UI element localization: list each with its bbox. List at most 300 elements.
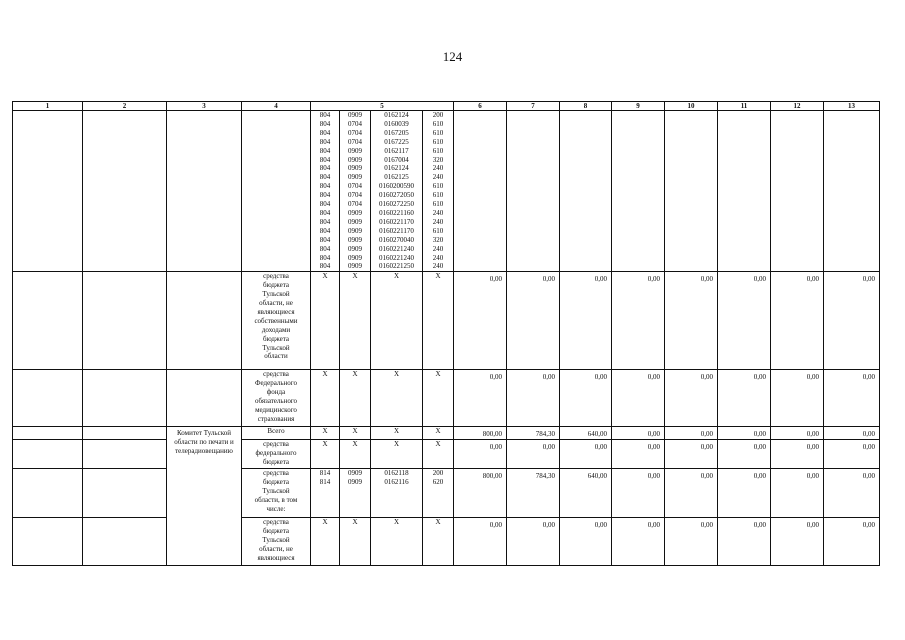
code-list-vr bbox=[423, 111, 454, 272]
text-line: 610 bbox=[432, 146, 444, 155]
text-line: X bbox=[352, 272, 358, 281]
col3-cell bbox=[167, 111, 242, 272]
code-lines bbox=[371, 272, 422, 281]
code-cell bbox=[311, 427, 340, 440]
text-line: 610 bbox=[432, 182, 444, 191]
code-lines bbox=[423, 518, 453, 527]
amount-cell: 0,00 bbox=[771, 440, 824, 469]
text-line: 0909 bbox=[348, 146, 362, 155]
text-line: бюджета bbox=[262, 334, 290, 343]
text-line: 804 bbox=[319, 200, 331, 209]
code-cell bbox=[340, 272, 371, 370]
amount-cell: 0,00 bbox=[665, 440, 718, 469]
text-line: 0160039 bbox=[384, 119, 409, 128]
header-row bbox=[13, 102, 880, 111]
text-line: 0160221250 bbox=[379, 262, 414, 271]
text-line: 320 bbox=[432, 155, 444, 164]
amount-cell: 0,00 bbox=[612, 440, 665, 469]
text-line: 0909 bbox=[348, 173, 362, 182]
col3-cell bbox=[167, 272, 242, 370]
text-line: Тульской bbox=[262, 343, 290, 352]
text-line: X bbox=[393, 518, 400, 527]
text-line: 804 bbox=[319, 217, 331, 226]
text-line: 0704 bbox=[348, 119, 362, 128]
text-line: медицинского bbox=[255, 405, 297, 414]
amount-cell: 0,00 bbox=[718, 272, 771, 370]
code-cell bbox=[340, 440, 371, 469]
amount-cell: 784,30 bbox=[507, 427, 560, 440]
col2-cell bbox=[83, 427, 167, 440]
header-col-9: 9 bbox=[612, 102, 665, 111]
code-list-rz-lines bbox=[340, 111, 370, 271]
amount-cell: 0,00 bbox=[824, 440, 880, 469]
text-line: 610 bbox=[432, 226, 444, 235]
amount-cell: 0,00 bbox=[560, 370, 612, 427]
text-line: 200 bbox=[432, 111, 444, 119]
code-lines bbox=[423, 469, 453, 487]
text-line: бюджета bbox=[262, 458, 290, 467]
code-lines bbox=[340, 427, 370, 436]
amount-cell: 0,00 bbox=[560, 518, 612, 566]
text-line: 0909 bbox=[348, 111, 362, 119]
text-line: 240 bbox=[432, 173, 444, 182]
text-line: 0704 bbox=[348, 182, 362, 191]
text-line: числе: bbox=[266, 504, 286, 513]
text-line: 804 bbox=[319, 155, 331, 164]
code-lines bbox=[340, 518, 370, 527]
text-line: 0162124 bbox=[384, 111, 409, 119]
text-line: X bbox=[352, 427, 358, 436]
code-lines bbox=[311, 370, 339, 379]
amount-cell: 0,00 bbox=[824, 370, 880, 427]
text-line: Комитет Тульской bbox=[176, 429, 232, 438]
text-line: средства bbox=[263, 272, 289, 281]
amount-cell: 0,00 bbox=[560, 440, 612, 469]
amount-cell: 0,00 bbox=[771, 469, 824, 518]
text-line: 0909 bbox=[348, 469, 362, 478]
code-list-gr bbox=[311, 111, 340, 272]
data-row bbox=[13, 518, 880, 566]
amount-cell: 0,00 bbox=[824, 518, 880, 566]
amount-cell: 0,00 bbox=[718, 518, 771, 566]
value-cell-empty bbox=[560, 111, 612, 272]
text-line: 0160270040 bbox=[379, 235, 414, 244]
text-line: 0704 bbox=[348, 200, 362, 209]
text-line: области по печати и bbox=[174, 438, 234, 447]
amount-cell: 0,00 bbox=[612, 427, 665, 440]
text-line: бюджета bbox=[262, 527, 290, 536]
text-line: 0160221170 bbox=[379, 217, 414, 226]
text-line: обязательного bbox=[254, 397, 298, 406]
amount-cell: 0,00 bbox=[612, 272, 665, 370]
text-line: 0167004 bbox=[384, 155, 409, 164]
code-cell bbox=[371, 272, 423, 370]
col2-cell bbox=[83, 440, 167, 469]
code-lines bbox=[371, 370, 422, 379]
code-list-vr-lines bbox=[423, 111, 453, 271]
amount-cell: 0,00 bbox=[560, 272, 612, 370]
text-line: 0909 bbox=[348, 244, 362, 253]
code-cell bbox=[340, 469, 371, 518]
text-line: 804 bbox=[319, 128, 331, 137]
text-line: являющиеся bbox=[257, 307, 295, 316]
amount-cell: 0,00 bbox=[507, 272, 560, 370]
code-lines bbox=[340, 272, 370, 281]
code-cell bbox=[371, 469, 423, 518]
text-line: средства bbox=[263, 440, 289, 449]
header-col-8: 8 bbox=[560, 102, 612, 111]
text-line: области, не bbox=[259, 544, 293, 553]
text-line: 240 bbox=[432, 164, 444, 173]
text-line: 0909 bbox=[348, 164, 362, 173]
amount-cell: 0,00 bbox=[454, 518, 507, 566]
text-line: 320 bbox=[432, 235, 444, 244]
header-col-7: 7 bbox=[507, 102, 560, 111]
header-col-6: 6 bbox=[454, 102, 507, 111]
amount-cell: 0,00 bbox=[771, 518, 824, 566]
text-line: 610 bbox=[432, 137, 444, 146]
amount-cell: 0,00 bbox=[665, 370, 718, 427]
code-list-rz bbox=[340, 111, 371, 272]
text-line: 0162116 bbox=[384, 478, 409, 487]
text-line: 0909 bbox=[348, 235, 362, 244]
amount-cell: 0,00 bbox=[454, 440, 507, 469]
text-line: 804 bbox=[319, 137, 331, 146]
amount-cell: 0,00 bbox=[718, 427, 771, 440]
value-cell-empty bbox=[771, 111, 824, 272]
code-list-cs-lines bbox=[371, 111, 422, 271]
text-line: 0167225 bbox=[384, 137, 409, 146]
amount-cell: 0,00 bbox=[665, 518, 718, 566]
code-lines bbox=[311, 518, 339, 527]
code-cell bbox=[311, 440, 340, 469]
text-line: X bbox=[393, 427, 400, 436]
code-lines bbox=[423, 440, 453, 449]
col4-cell bbox=[242, 111, 311, 272]
source-label-cell bbox=[242, 272, 311, 370]
text-line: телерадиовещанию bbox=[175, 447, 233, 456]
text-line: X bbox=[435, 440, 441, 449]
amount-cell: 0,00 bbox=[824, 427, 880, 440]
code-lines bbox=[340, 440, 370, 449]
amount-cell: 0,00 bbox=[454, 370, 507, 427]
executor-cell-lines bbox=[167, 429, 241, 456]
col2-cell bbox=[83, 370, 167, 427]
col1-cell bbox=[13, 427, 83, 440]
text-line: 804 bbox=[319, 226, 331, 235]
code-cell bbox=[311, 370, 340, 427]
header-col-11: 11 bbox=[718, 102, 771, 111]
page-number: 124 bbox=[442, 49, 463, 64]
text-line: 240 bbox=[432, 262, 444, 271]
amount-cell: 800,00 bbox=[454, 427, 507, 440]
text-line: 0909 bbox=[348, 226, 362, 235]
text-line: 0160200590 bbox=[379, 182, 414, 191]
text-line: 610 bbox=[432, 200, 444, 209]
code-lines bbox=[311, 469, 339, 487]
text-line: X bbox=[322, 272, 328, 281]
amount-cell: 0,00 bbox=[771, 370, 824, 427]
amount-cell: 800,00 bbox=[454, 469, 507, 518]
code-cell bbox=[340, 518, 371, 566]
text-line: X bbox=[352, 370, 358, 379]
text-line: X bbox=[435, 518, 441, 527]
text-line: 0162118 bbox=[384, 469, 409, 478]
amount-cell: 0,00 bbox=[665, 427, 718, 440]
code-lines bbox=[371, 440, 422, 449]
code-cell bbox=[371, 440, 423, 469]
header-col-10: 10 bbox=[665, 102, 718, 111]
code-lines bbox=[423, 427, 453, 436]
value-cell-empty bbox=[507, 111, 560, 272]
text-line: 804 bbox=[319, 253, 331, 262]
text-line: 804 bbox=[319, 119, 331, 128]
text-line: страхования bbox=[257, 414, 295, 423]
text-line: X bbox=[322, 440, 328, 449]
text-line: 804 bbox=[319, 262, 331, 271]
amount-cell: 0,00 bbox=[771, 427, 824, 440]
col2-cell bbox=[83, 111, 167, 272]
text-line: Всего bbox=[267, 427, 285, 436]
text-line: 0160272050 bbox=[379, 191, 414, 200]
text-line: федерального bbox=[255, 449, 297, 458]
code-cell bbox=[371, 370, 423, 427]
value-cell-empty bbox=[718, 111, 771, 272]
header-col-5: 5 bbox=[311, 102, 454, 111]
data-row bbox=[13, 440, 880, 469]
text-line: области bbox=[264, 352, 288, 361]
code-cell bbox=[423, 518, 454, 566]
code-cell bbox=[311, 272, 340, 370]
text-line: являющиеся bbox=[257, 553, 295, 562]
code-lines bbox=[311, 272, 339, 281]
data-row bbox=[13, 370, 880, 427]
amount-cell: 0,00 bbox=[824, 469, 880, 518]
code-cell bbox=[311, 469, 340, 518]
text-line: 0704 bbox=[348, 137, 362, 146]
text-line: 804 bbox=[319, 111, 331, 119]
text-line: фонда bbox=[266, 388, 286, 397]
text-line: 0909 bbox=[348, 478, 362, 487]
header-col-3: 3 bbox=[167, 102, 242, 111]
amount-cell: 640,00 bbox=[560, 469, 612, 518]
amount-cell: 0,00 bbox=[718, 469, 771, 518]
amount-cell: 0,00 bbox=[454, 272, 507, 370]
amount-cell: 0,00 bbox=[665, 272, 718, 370]
amount-cell: 0,00 bbox=[507, 518, 560, 566]
text-line: Тульской bbox=[262, 290, 290, 299]
value-cell-empty bbox=[454, 111, 507, 272]
text-line: 0160272250 bbox=[379, 200, 414, 209]
col3-cell bbox=[167, 370, 242, 427]
amount-cell: 0,00 bbox=[507, 370, 560, 427]
text-line: Федерального bbox=[254, 379, 297, 388]
amount-cell: 0,00 bbox=[612, 469, 665, 518]
col1-cell bbox=[13, 272, 83, 370]
amount-cell: 0,00 bbox=[718, 370, 771, 427]
text-line: X bbox=[352, 440, 358, 449]
code-lines bbox=[311, 440, 339, 449]
code-cell bbox=[423, 469, 454, 518]
source-label-cell-lines bbox=[242, 370, 310, 423]
header-col-12: 12 bbox=[771, 102, 824, 111]
codes-row bbox=[13, 111, 880, 272]
text-line: средства bbox=[263, 370, 289, 379]
text-line: 0909 bbox=[348, 155, 362, 164]
amount-cell: 0,00 bbox=[507, 440, 560, 469]
text-line: 0162117 bbox=[384, 146, 409, 155]
text-line: 0909 bbox=[348, 262, 362, 271]
col2-cell bbox=[83, 518, 167, 566]
text-line: 0160221240 bbox=[379, 253, 414, 262]
data-row bbox=[13, 469, 880, 518]
text-line: Тульской bbox=[262, 536, 290, 545]
text-line: 814 bbox=[319, 478, 331, 487]
amount-cell: 0,00 bbox=[612, 518, 665, 566]
text-line: X bbox=[435, 427, 441, 436]
text-line: 804 bbox=[319, 182, 331, 191]
source-label-cell bbox=[242, 370, 311, 427]
text-line: 240 bbox=[432, 244, 444, 253]
text-line: 0909 bbox=[348, 208, 362, 217]
text-line: 804 bbox=[319, 164, 331, 173]
text-line: 0162125 bbox=[384, 173, 409, 182]
text-line: области, в том bbox=[254, 495, 298, 504]
source-label-cell-lines bbox=[242, 427, 310, 436]
text-line: X bbox=[393, 370, 400, 379]
header-col-1: 1 bbox=[13, 102, 83, 111]
amount-cell: 0,00 bbox=[612, 370, 665, 427]
code-lines bbox=[371, 518, 422, 527]
text-line: 804 bbox=[319, 208, 331, 217]
text-line: X bbox=[322, 427, 328, 436]
source-label-cell-lines bbox=[242, 518, 310, 563]
text-line: X bbox=[322, 518, 328, 527]
text-line: 610 bbox=[432, 128, 444, 137]
header-col-4: 4 bbox=[242, 102, 311, 111]
text-line: 804 bbox=[319, 235, 331, 244]
data-row bbox=[13, 427, 880, 440]
text-line: X bbox=[393, 440, 400, 449]
amount-cell: 0,00 bbox=[771, 272, 824, 370]
text-line: средства bbox=[263, 469, 289, 478]
text-line: X bbox=[393, 272, 400, 281]
code-lines bbox=[311, 427, 339, 436]
text-line: X bbox=[435, 370, 441, 379]
value-cell-empty bbox=[612, 111, 665, 272]
text-line: доходами bbox=[261, 325, 291, 334]
col1-cell bbox=[13, 469, 83, 518]
text-line: 610 bbox=[432, 191, 444, 200]
code-cell bbox=[340, 427, 371, 440]
col2-cell bbox=[83, 272, 167, 370]
data-row bbox=[13, 272, 880, 370]
col1-cell bbox=[13, 370, 83, 427]
code-cell bbox=[371, 518, 423, 566]
amount-cell: 784,30 bbox=[507, 469, 560, 518]
text-line: 620 bbox=[432, 478, 444, 487]
text-line: 804 bbox=[319, 173, 331, 182]
code-lines bbox=[340, 469, 370, 487]
code-lines bbox=[423, 272, 453, 281]
text-line: 0909 bbox=[348, 217, 362, 226]
text-line: средства bbox=[263, 518, 289, 527]
source-label-cell bbox=[242, 440, 311, 469]
text-line: 0160221240 bbox=[379, 244, 414, 253]
source-label-cell-lines bbox=[242, 469, 310, 514]
text-line: 0160221170 bbox=[379, 226, 414, 235]
text-line: 804 bbox=[319, 191, 331, 200]
source-label-cell bbox=[242, 469, 311, 518]
amount-cell: 0,00 bbox=[665, 469, 718, 518]
header-col-13: 13 bbox=[824, 102, 880, 111]
text-line: 814 bbox=[319, 469, 331, 478]
code-cell bbox=[423, 440, 454, 469]
text-line: 804 bbox=[319, 146, 331, 155]
col1-cell bbox=[13, 111, 83, 272]
value-cell-empty bbox=[665, 111, 718, 272]
text-line: 240 bbox=[432, 253, 444, 262]
amount-cell: 0,00 bbox=[824, 272, 880, 370]
text-line: X bbox=[435, 272, 441, 281]
code-list-cs bbox=[371, 111, 423, 272]
value-cell-empty bbox=[824, 111, 880, 272]
source-label-cell bbox=[242, 518, 311, 566]
text-line: X bbox=[352, 518, 358, 527]
budget-table bbox=[12, 101, 880, 566]
amount-cell: 0,00 bbox=[718, 440, 771, 469]
text-line: 0167205 bbox=[384, 128, 409, 137]
text-line: X bbox=[322, 370, 328, 379]
text-line: Тульской bbox=[262, 487, 290, 496]
text-line: 240 bbox=[432, 217, 444, 226]
text-line: бюджета bbox=[262, 281, 290, 290]
text-line: 0704 bbox=[348, 128, 362, 137]
text-line: 0909 bbox=[348, 253, 362, 262]
code-cell bbox=[340, 370, 371, 427]
text-line: области, не bbox=[259, 299, 293, 308]
header-col-2: 2 bbox=[83, 102, 167, 111]
text-line: 200 bbox=[432, 469, 444, 478]
source-label-cell-lines bbox=[242, 272, 310, 361]
code-cell bbox=[311, 518, 340, 566]
executor-cell bbox=[167, 427, 242, 566]
text-line: собственными bbox=[254, 316, 298, 325]
code-lines bbox=[423, 370, 453, 379]
code-lines bbox=[371, 427, 422, 436]
code-list-gr-lines bbox=[311, 111, 339, 271]
source-label-cell-lines bbox=[242, 440, 310, 467]
col2-cell bbox=[83, 469, 167, 518]
text-line: 240 bbox=[432, 208, 444, 217]
code-cell bbox=[423, 427, 454, 440]
code-cell bbox=[371, 427, 423, 440]
code-cell bbox=[423, 370, 454, 427]
text-line: 0162124 bbox=[384, 164, 409, 173]
code-cell bbox=[423, 272, 454, 370]
amount-cell: 640,00 bbox=[560, 427, 612, 440]
code-lines bbox=[371, 469, 422, 487]
col1-cell bbox=[13, 440, 83, 469]
text-line: бюджета bbox=[262, 478, 290, 487]
text-line: 610 bbox=[432, 119, 444, 128]
text-line: 0160221160 bbox=[379, 208, 414, 217]
code-lines bbox=[340, 370, 370, 379]
text-line: 0704 bbox=[348, 191, 362, 200]
col1-cell bbox=[13, 518, 83, 566]
text-line: 804 bbox=[319, 244, 331, 253]
source-label-cell bbox=[242, 427, 311, 440]
